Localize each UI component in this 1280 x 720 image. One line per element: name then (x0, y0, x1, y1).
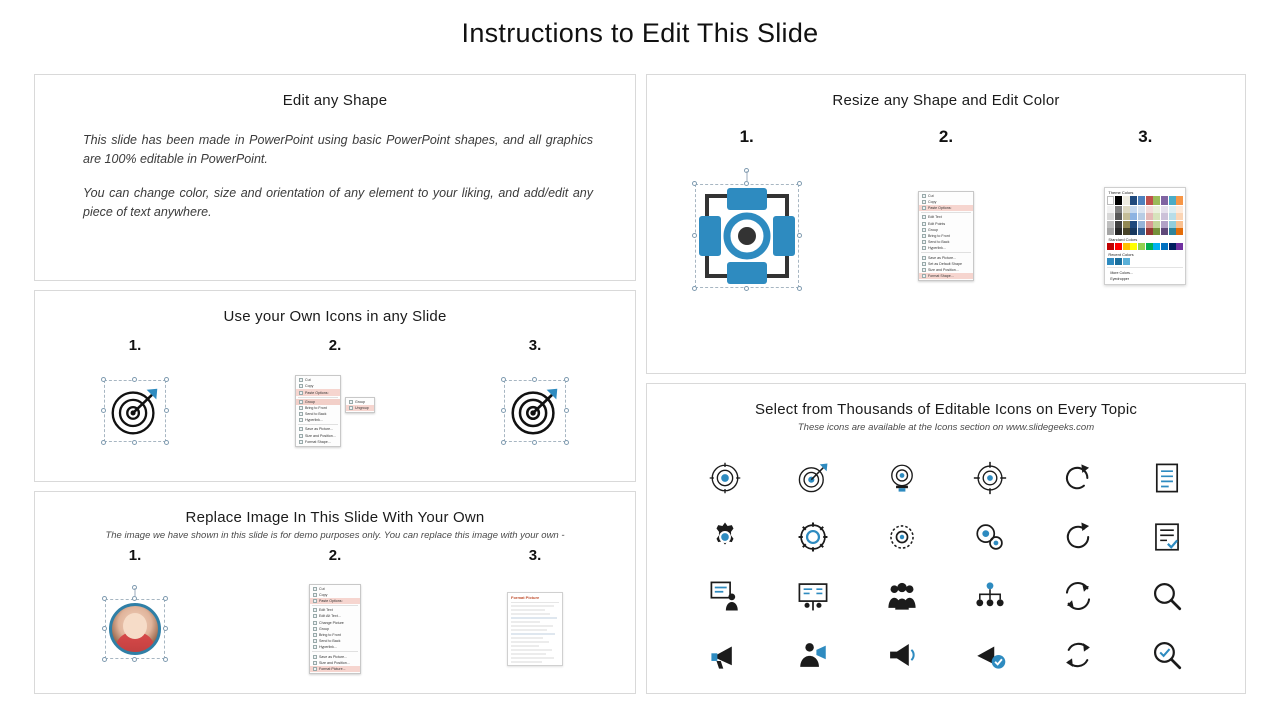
recent-colors-row[interactable] (1105, 258, 1185, 265)
refresh-clockwise-icon[interactable] (1061, 461, 1095, 495)
document-check-icon[interactable] (1150, 520, 1184, 554)
step-number: 3. (528, 337, 542, 354)
theme-colors-picker (1046, 161, 1245, 311)
edit-shape-paragraph-1: This slide has been made in PowerPoint using basic PowerPoint shapes, and all graphics are 100% editable in PowerPoint. (83, 133, 593, 167)
own-icons-step-1 (35, 337, 235, 462)
context-menu-format-picture (235, 570, 435, 688)
sync-arrows-icon[interactable] (1061, 579, 1095, 613)
panel-edit-shape (34, 74, 636, 281)
eyedropper-menu-item[interactable] (1105, 276, 1185, 282)
format-picture-pane (435, 570, 635, 688)
context-menu-format-shape (846, 161, 1045, 311)
replace-image-step-3 (435, 547, 635, 688)
panel-resize-shape (646, 74, 1246, 374)
document-list-icon[interactable] (1150, 461, 1184, 495)
target-icon-selected (35, 360, 235, 462)
gear-dotted-icon[interactable] (885, 520, 919, 554)
panel-grid (34, 74, 1246, 694)
magnifier-icon[interactable] (1150, 579, 1184, 613)
own-icons-steps (35, 337, 635, 462)
step-number: 3. (1138, 127, 1153, 146)
more-colors-label: More Colors... (1110, 271, 1133, 276)
announce-check-icon[interactable] (973, 638, 1007, 672)
puzzle-shape-icon (697, 186, 797, 286)
theme-colors-row[interactable] (1105, 196, 1185, 205)
edit-shape-body (35, 109, 635, 223)
step-number: 2. (328, 337, 342, 354)
theme-tints-row-2[interactable] (1105, 213, 1185, 220)
panel-title-resize-shape: Resize any Shape and Edit Color (832, 92, 1060, 109)
target-arrow-icon[interactable] (796, 461, 830, 495)
panel-title-edit-shape: Edit any Shape (282, 92, 388, 109)
replace-image-step-2 (235, 547, 435, 688)
step-number: 3. (528, 546, 542, 564)
context-menu[interactable]: Cut Copy Paste Options: Edit Text Edit Alt Text... Change Picture Group Bring to Front Send to Back Hyperlink... Save as Picture... Size and Position... Format Picture... (309, 584, 361, 674)
person-speaker-icon[interactable] (796, 638, 830, 672)
standard-colors-row[interactable] (1105, 243, 1185, 250)
page-title: Instructions to Edit This Slide (461, 18, 819, 48)
recent-colors-label: Recent Colors (1108, 252, 1134, 258)
panel-title-own-icons: Use your Own Icons in any Slide (223, 308, 447, 325)
gear-outline-icon[interactable] (796, 520, 830, 554)
right-column (646, 74, 1246, 694)
refresh-circle-icon[interactable] (1061, 520, 1095, 554)
step-number: 2. (938, 127, 954, 146)
theme-colors-label: Theme Colors (1108, 189, 1134, 195)
panel-subtitle-select-icons: These icons are available at the Icons section on www.slidegeeks.com (797, 422, 1095, 433)
step-number: 1. (739, 127, 754, 146)
step-number: 2. (328, 546, 342, 564)
cycle-arrows-icon[interactable] (1061, 638, 1095, 672)
step-number: 1. (128, 337, 142, 354)
portrait-image-selected (35, 570, 235, 688)
standard-colors-label: Standard Colors (1108, 237, 1138, 243)
panel-replace-image (34, 491, 636, 694)
portrait-avatar (109, 603, 161, 655)
left-column (34, 74, 636, 694)
panel-title-replace-image: Replace Image In This Slide With Your Own (185, 509, 485, 526)
selection-box (104, 380, 166, 442)
context-menu[interactable]: Cut Copy Paste Options: Group Bring to Front Send to Back Hyperlink... Save as Picture... Size and Position... Format Shape... (295, 375, 341, 447)
context-menu-group (235, 360, 435, 462)
target-icon-recolored (435, 360, 635, 462)
eyedropper-label: Eyedropper (1110, 277, 1129, 282)
theme-shades-row[interactable] (1105, 228, 1185, 235)
shape-selected-handles (647, 161, 846, 311)
context-submenu-group[interactable]: Group Ungroup (345, 397, 375, 413)
icon-gallery (681, 449, 1211, 685)
step-number: 1. (128, 546, 142, 564)
own-icons-step-2 (235, 337, 435, 462)
replace-image-step-1 (35, 547, 235, 688)
team-network-icon[interactable] (973, 579, 1007, 613)
team-board-icon[interactable] (796, 579, 830, 613)
theme-tints-row[interactable] (1105, 206, 1185, 213)
format-pane-title: Format Picture (511, 594, 540, 600)
panel-select-icons (646, 383, 1246, 694)
target-outline-icon[interactable] (708, 461, 742, 495)
panel-title-select-icons: Select from Thousands of Editable Icons on Every Topic (754, 401, 1138, 418)
trophy-target-icon[interactable] (885, 461, 919, 495)
group-people-icon[interactable] (885, 579, 919, 613)
gear-filled-icon[interactable] (708, 520, 742, 554)
replace-image-steps (35, 547, 635, 688)
resize-step-1 (647, 127, 846, 311)
search-check-icon[interactable] (1150, 638, 1184, 672)
context-menu[interactable]: Cut Copy Paste Options: Edit Text Edit Points Group Bring to Front Send to Back Hyperlink... Save as Picture... Set as Default Shape Size and Position... Format Shape... (918, 191, 974, 281)
person-presenter-icon[interactable] (708, 579, 742, 613)
resize-shape-steps (647, 127, 1245, 311)
loudspeaker-icon[interactable] (885, 638, 919, 672)
resize-step-2 (846, 127, 1045, 311)
edit-shape-paragraph-2: You can change color, size and orientation of any element to your liking, and add/edit any piece of text anywhere. (83, 185, 593, 220)
resize-step-3 (1046, 127, 1245, 311)
theme-tints-row-3[interactable] (1105, 221, 1185, 228)
crosshair-icon[interactable] (973, 461, 1007, 495)
megaphone-icon[interactable] (708, 638, 742, 672)
gears-double-icon[interactable] (973, 520, 1007, 554)
panel-subtitle-replace-image: The image we have shown in this slide is for demo purposes only. You can replace this image with your own - (105, 530, 565, 541)
own-icons-step-3 (435, 337, 635, 462)
selection-box (504, 380, 566, 442)
panel-own-icons (34, 290, 636, 482)
